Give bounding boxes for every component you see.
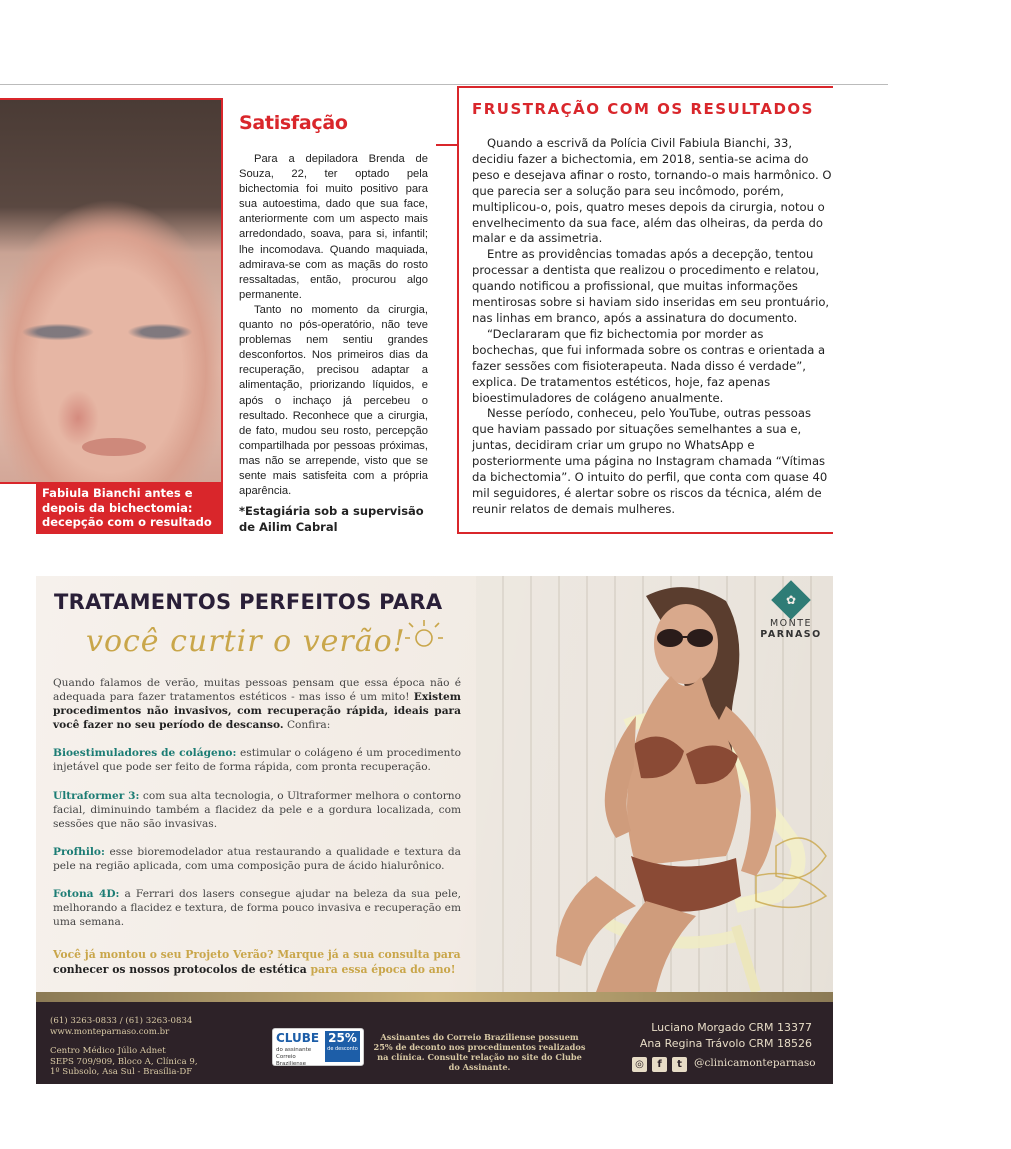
ad-item-text: estimular o colágeno é um procedimento injetável que pode ser feito de forma rápida, com pronta recuperação. [53, 747, 461, 774]
frustracao-connector-rule [436, 144, 457, 146]
frustracao-top-rule [457, 86, 833, 88]
address-line: 1º Subsolo, Asa Sul - Brasília-DF [50, 1067, 193, 1077]
ad-item [53, 789, 461, 831]
frustracao-paragraph: “Declararam que fiz bichectomia por morder as bochechas, que fui informada sobre os contras e orientada a fazer sessões com fisioterapeuta. Nada disso é verdade”, explica. De tratamentos estéticos, hoje, faz apenas bioestimuladores de colágeno anualmente. [472, 326, 826, 405]
contact-info [50, 1016, 192, 1037]
doctors [596, 1020, 812, 1052]
satisfacao-heading: Satisfação [239, 112, 348, 134]
sun-icon [404, 616, 444, 656]
ad-script-title: você curtir o verão! [86, 624, 406, 659]
ad-cta-a: Você já montou o seu Projeto Verão? Marque já a sua consulta para [53, 948, 461, 961]
doctor-name: Luciano Morgado CRM 13377 [651, 1021, 812, 1034]
clube-subtitle: do assinante Correio Braziliense [276, 1047, 312, 1067]
ad-call-to-action [53, 948, 473, 977]
lotus-icon: ✿ [785, 593, 797, 607]
frustracao-paragraph: Entre as providências tomadas após a decepção, tentou processar a dentista que realizou o procedimento e relatou, quando notificou a profissional, que muitas informações mentirosas sobre si haviam sido inseridas em seu prontuário, nas linhas em branco, após a assinatura do documento. [472, 247, 830, 325]
author-note-line: de Ailim Cabral [239, 520, 338, 534]
twitter-icon[interactable]: t [672, 1057, 687, 1072]
ad-item [53, 887, 461, 929]
ad-item [53, 845, 461, 873]
photo-caption: Fabiula Bianchi antes e depois da bichectomia: decepção com o resultado [36, 484, 223, 534]
ad-intro [53, 676, 461, 732]
clube-name: CLUBE [276, 1031, 320, 1045]
ad-intro-c: Confira: [286, 719, 331, 732]
ad-footer [36, 1002, 833, 1084]
clube-assinante-badge [272, 1028, 364, 1066]
logo-line: PARNASO [760, 629, 822, 640]
website-link[interactable]: www.monteparnaso.com.br [50, 1026, 170, 1037]
social-handle[interactable]: @clinicamonteparnaso [694, 1057, 816, 1069]
ad-item-name: Fotona 4D: [53, 888, 120, 901]
frustracao-paragraph: Quando a escrivã da Polícia Civil Fabiula Bianchi, 33, decidiu fazer a bichectomia, em 2018, sentia-se acima do peso e desejava afinar o rosto, tornando-o mais harmônico. O que parecia ser a solução para seu incômodo, porém, multiplicou-o, pois, quatro meses depois da cirurgia, notou o envelhecimento da sua face, além das olheiras, da perda do malar e da assimetria. [472, 136, 832, 246]
author-note [239, 503, 424, 535]
ad-item-text: a Ferrari dos lasers consegue ajudar na beleza da sua pele, melhorando a flacidez e textura, de forma pouco invasiva e recuperação em uma semana. [53, 888, 461, 929]
ad-intro-b: Existem procedimentos não invasivos, com recuperação rápida, ideais para você fazer no seu período de descanso. [53, 691, 461, 732]
ad-gold-band [36, 992, 833, 1002]
satisfacao-body [239, 152, 428, 499]
clinic-logo [756, 618, 826, 640]
ad-text [53, 676, 461, 943]
ad-cta-b: conhecer os nossos protocolos de estética [53, 962, 307, 976]
frustracao-body [472, 136, 832, 518]
discount-label: de desconto [327, 1046, 358, 1052]
address-line: SEPS 709/909, Bloco A, Clínica 9, [50, 1056, 198, 1067]
discount-value: 25% [328, 1031, 357, 1045]
ad-item-text: esse bioremodelador atua restaurando a qualidade e textura da pele na região aplicada, com uma composição pura de ácido hialurônico. [53, 845, 461, 872]
frustracao-paragraph: Nesse período, conheceu, pelo YouTube, outras pessoas que haviam passado por situações semelhantes a sua e, juntas, decidiram criar um grupo no WhatsApp e posteriormente uma página no Instagram chamada “Vítimas da bichectomia”. O intuito do perfil, que conta com quase 40 mil seguidores, é alertar sobre os riscos da técnica, além de reunir relatos de demais mulheres. [472, 406, 828, 516]
photo-lips-detail [82, 438, 146, 456]
doctor-name: Ana Regina Trávolo CRM 18526 [639, 1037, 812, 1050]
clinic-advertisement [36, 576, 833, 1084]
facebook-icon[interactable]: f [652, 1057, 667, 1072]
phone-numbers: (61) 3263-0833 / (61) 3263-0834 [50, 1016, 193, 1026]
author-note-line: *Estagiária sob a supervisão [239, 504, 424, 518]
social-links [632, 1056, 822, 1074]
subscriber-discount-text: Assinantes do Correio Braziliense possuem 25% de deconto nos procedimentos realizados na clínica. Consulte relação no site do Clube do Assinante. [373, 1032, 586, 1072]
address-line: Centro Médico Júlio Adnet [50, 1046, 166, 1056]
address [50, 1046, 198, 1078]
ad-item-text: com sua alta tecnologia, o Ultraformer melhora o contorno facial, diminuindo também a flacidez da pele e a gordura localizada, com sessões que não são invasivas. [53, 789, 461, 830]
ad-cta-c: para essa época do ano! [310, 962, 456, 976]
instagram-icon[interactable]: ◎ [632, 1057, 647, 1072]
ad-item [53, 746, 461, 774]
discount-badge [325, 1031, 360, 1062]
ad-item-name: Ultraformer 3: [53, 789, 140, 802]
ad-item-name: Profhilo: [53, 845, 105, 858]
ad-intro-a: Quando falamos de verão, muitas pessoas pensam que essa época não é adequada para fazer tratamentos estéticos - mas isso é um mito! [53, 677, 461, 704]
top-rule [0, 84, 888, 85]
satisfacao-paragraph: Para a depiladora Brenda de Souza, 22, ter optado pela bichectomia foi muito positivo para sua autoestima, dado que sua face, anteriormente com um aspecto mais arredondado, soava, para si, infantil; lhe incomodava. Quando maquiada, admirava-se com as maçãs do rosto ressaltadas, então, procurou algo permanente. [239, 153, 428, 301]
ad-title: TRATAMENTOS PERFEITOS PARA [54, 590, 443, 614]
logo-line: MONTE [769, 618, 813, 629]
portrait-photo [0, 98, 223, 484]
ad-item-name: Bioestimuladores de colágeno: [53, 747, 237, 760]
frustracao-heading: FRUSTRAÇÃO COM OS RESULTADOS [472, 100, 814, 118]
satisfacao-paragraph: Tanto no momento da cirurgia, quanto no pós-operatório, não teve problemas nem sentiu grandes desconfortos. Nos primeiros dias da recuperação, precisou adaptar a alimentação, priorizando líquidos, e após o inchaço já percebeu o resultado. Reconhece que a cirurgia, de fato, mudou seu rosto, percepção compartilhada por pessoas próximas, mas não se arrepende, visto que se sente mais satisfeita com a própria aparência. [239, 303, 428, 498]
